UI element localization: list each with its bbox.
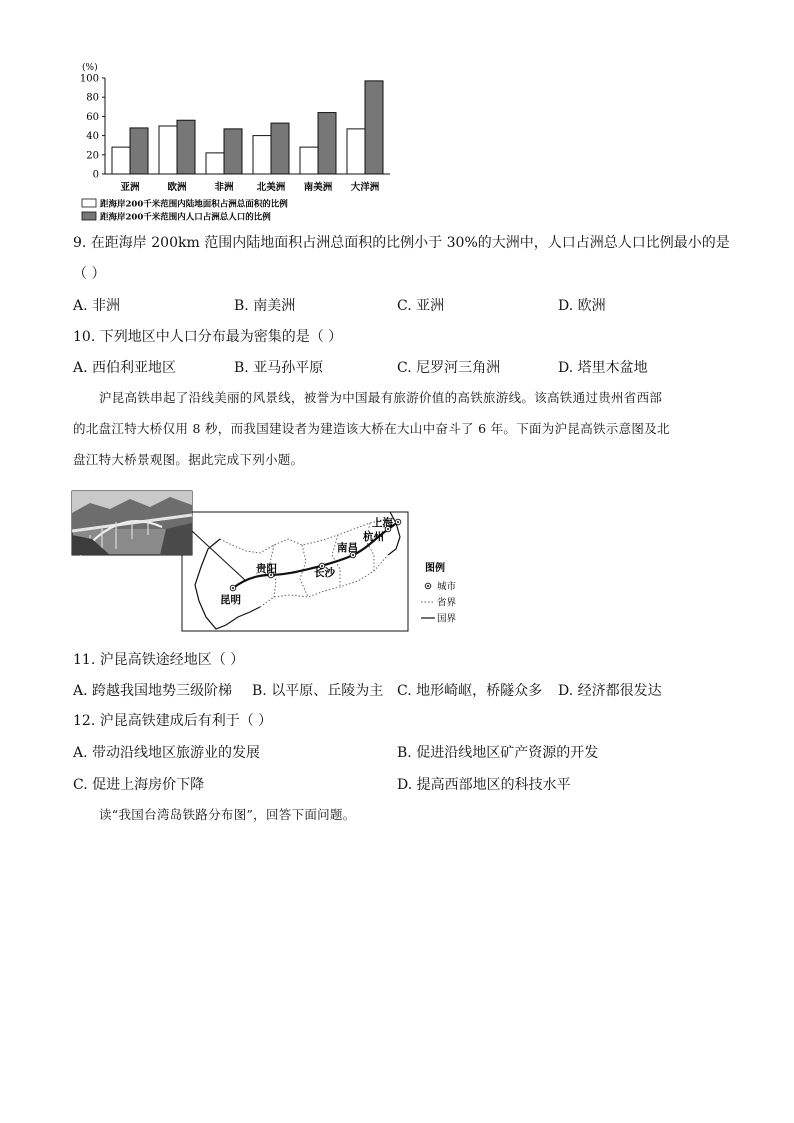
hukun-railway-map-figure: [70, 489, 470, 635]
x-category-label: 亚洲: [120, 182, 140, 193]
q11-option-b[interactable]: B. 以平原、丘陵为主: [252, 683, 384, 699]
legend-swatch-population: [82, 212, 96, 220]
question-9-stem-cont: （ ）: [73, 266, 106, 282]
legend-label-national: 国界: [437, 613, 457, 625]
y-tick-label: 0: [92, 169, 99, 181]
question-11-stem: 11. 沪昆高铁途经地区（ ）: [73, 652, 245, 668]
question-9-stem: 9. 在距海岸 200km 范围内陆地面积占洲总面积的比例小于 30%的大洲中，人口占洲总人口比例最小的是: [73, 235, 730, 251]
city-label-changsha: 长沙: [314, 567, 335, 579]
bar-land-ratio: [300, 147, 318, 174]
city-marker-shanghai: [395, 519, 401, 525]
q9-option-b[interactable]: B. 南美洲: [234, 298, 296, 314]
x-category-label: 南美洲: [303, 182, 333, 193]
bar-population-ratio: [271, 123, 289, 174]
beipanjiang-bridge-photo: [72, 491, 192, 555]
bar-land-ratio: [206, 153, 224, 174]
legend-city-icon: [425, 583, 431, 589]
y-tick-label: 40: [86, 131, 99, 143]
bar-land-ratio: [159, 126, 177, 174]
y-tick-label: 20: [86, 150, 99, 162]
q10-option-c[interactable]: C. 尼罗河三角洲: [397, 360, 501, 376]
question-12-stem: 12. 沪昆高铁建成后有利于（ ）: [73, 713, 273, 729]
bar-population-ratio: [177, 120, 195, 174]
legend-label-land: 距海岸200千米范围内陆地面积占洲总面积的比例: [100, 199, 288, 210]
bar-population-ratio: [130, 128, 148, 174]
x-category-label: 北美洲: [256, 182, 286, 193]
q9-option-d[interactable]: D. 欧洲: [558, 298, 606, 314]
coastal-population-bar-chart: [70, 58, 400, 228]
passage-line-3: 盘江特大桥景观图。据此完成下列小题。: [73, 452, 304, 467]
q9-option-a[interactable]: A. 非洲: [73, 298, 121, 314]
legend-title: 图例: [425, 563, 445, 574]
bar-land-ratio: [347, 129, 365, 174]
q12-option-c[interactable]: C. 促进上海房价下降: [73, 777, 205, 793]
city-label-nanchang: 南昌: [337, 542, 358, 554]
legend-label-province: 省界: [437, 597, 457, 609]
city-label-shanghai: 上海: [372, 517, 393, 529]
passage-line-1: 沪昆高铁串起了沿线美丽的风景线，被誉为中国最有旅游价值的高铁旅游线。该高铁通过贵州省西部: [99, 390, 663, 405]
bar-population-ratio: [224, 129, 242, 174]
y-tick-label: 60: [86, 111, 99, 123]
q11-option-a[interactable]: A. 跨越我国地势三级阶梯: [73, 683, 233, 699]
bar-land-ratio: [112, 147, 130, 174]
legend-label-population: 距海岸200千米范围内人口占洲总人口的比例: [100, 212, 271, 223]
q11-option-d[interactable]: D. 经济都很发达: [558, 683, 662, 699]
city-label-hangzhou: 杭州: [363, 531, 384, 543]
legend-swatch-land: [82, 199, 96, 207]
y-tick-label: 80: [86, 92, 99, 104]
x-category-label: 大洋洲: [350, 182, 380, 193]
q10-option-a[interactable]: A. 西伯利亚地区: [73, 360, 177, 376]
y-tick-label: 100: [79, 73, 99, 85]
x-category-label: 非洲: [214, 182, 234, 193]
bar-population-ratio: [365, 81, 383, 174]
bar-land-ratio: [253, 136, 271, 174]
q11-option-c[interactable]: C. 地形崎岖，桥隧众多: [397, 683, 543, 699]
map-legend: [415, 560, 475, 630]
q10-option-b[interactable]: B. 亚马孙平原: [234, 360, 324, 376]
city-marker-kunming: [230, 585, 236, 591]
y-axis-unit: (%): [82, 63, 98, 73]
city-label-kunming: 昆明: [220, 594, 241, 606]
passage-line-2: 的北盘江特大桥仅用 8 秒，而我国建设者为建造该大桥在大山中奋斗了 6 年。下面为沪昆高铁示意图及北: [73, 421, 670, 436]
legend-label-city: 城市: [437, 581, 457, 593]
taiwan-railway-instruction: 读“我国台湾岛铁路分布图”，回答下面问题。: [99, 807, 356, 822]
x-category-label: 欧洲: [167, 182, 187, 193]
q9-option-c[interactable]: C. 亚洲: [397, 298, 445, 314]
bar-population-ratio: [318, 113, 336, 174]
q10-option-d[interactable]: D. 塔里木盆地: [558, 360, 648, 376]
q12-option-d[interactable]: D. 提高西部地区的科技水平: [397, 777, 571, 793]
question-10-stem: 10. 下列地区中人口分布最为密集的是（ ）: [73, 329, 343, 345]
city-label-guiyang: 贵阳: [256, 563, 277, 575]
q12-option-b[interactable]: B. 促进沿线地区矿产资源的开发: [397, 745, 599, 761]
q12-option-a[interactable]: A. 带动沿线地区旅游业的发展: [73, 745, 261, 761]
